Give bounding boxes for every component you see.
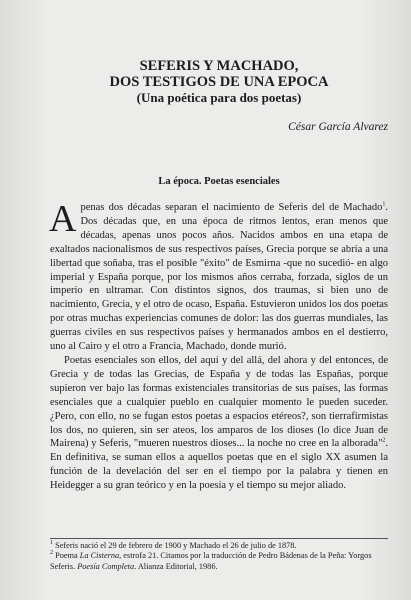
footnote-2-book: Poesía Completa bbox=[77, 561, 135, 571]
author-name: César García Alvarez bbox=[288, 121, 388, 133]
paragraph-2-text-a: Poetas esenciales son ellos, del aquí y del allá, del ahora y del entonces, de Grecia y de todas las Grecias, de España y de todas las Españas, porque supieron ver bajo las formas existenciales transitorias de sus países, las formas esenciales que a cualquier pueblo en cualquier momento le pueden suceder. ¿Pero, con ello, no se fugan estos poetas a espacios etéreos?, son tierrafirmistas los dos, no quieren, sin ser ateos, los amparos de los dioses (lo dice Juan de Mairena) y Seferis, "mueren nuestros dioses... la noche no cree en la alborada" bbox=[50, 354, 388, 450]
drop-cap: A bbox=[49, 198, 77, 240]
article-title-line1: SEFERIS Y MACHADO, bbox=[139, 58, 299, 74]
footnote-1 bbox=[50, 541, 388, 551]
article-body bbox=[49, 198, 388, 493]
article-title-line2: DOS TESTIGOS DE UNA EPOCA bbox=[109, 74, 329, 90]
footnote-2 bbox=[50, 551, 388, 572]
paragraph-1-text-a: penas dos décadas separan el nacimiento de Seferis del de Machado bbox=[80, 202, 383, 213]
section-heading: La época. Poetas esenciales bbox=[158, 176, 280, 187]
paragraph-2 bbox=[50, 354, 388, 493]
footnote-1-text: Seferis nació el 29 de febrero de 1900 y Machado el 26 de julio de 1878. bbox=[53, 541, 297, 550]
paragraph-1-text-b: . Dos décadas que, en una época de ritmos lentos, eran menos que décadas, apenas unos pocos años. Nacidos ambos en una etapa de exaltados nacionalismos de sus respectivos países, Grecia porque se abría a una libertad que soñaba, tras el posible "éxito" de Esmirna -que no sucedió- en algo imperial y España porque, por los mismos años cerraba, forzada, siglos de un imperio en ultramar. Con distintos signos, dos traumas, si bien uno de nacimiento, Grecia, y el otro de ocaso, España. Estuvieron unidos los dos poetas por otras muchas experiencias comunes de dolor: las dos guerras mundiales, las guerras civiles en sus respectivos países y hermanados ambos en el destierro, uno al Cairo y el otro a Francia, Machado, donde murió. bbox=[50, 202, 388, 353]
footnote-2-text-c: . Alianza Editorial, 1986. bbox=[134, 561, 218, 571]
article bbox=[50, 58, 388, 493]
article-subtitle: (Una poética para dos poetas) bbox=[136, 90, 302, 105]
footnote-2-mark: 2 bbox=[50, 550, 53, 557]
footnote-ref-2: 2 bbox=[382, 437, 386, 444]
footnote-2-text-a: Poema bbox=[53, 551, 80, 561]
footnote-2-title: La Cisterna bbox=[79, 551, 120, 561]
paragraph-1 bbox=[49, 198, 388, 354]
footnote-ref-1: 1 bbox=[382, 201, 386, 208]
footnote-2-text-b: , estrofa 21. Citamos por la traducción de Pedro Bádenas de la Peña: Yorgos Seferis. bbox=[50, 551, 372, 571]
paragraph-2-text-b: . En definitiva, se suman ellos a aquellos poetas que en el siglo XX asumen la función de la develación del ser en el tiempo por la palabra y tienen en Heidegger a su gran teórico y en la poesía y el tiempo su mejor aliado. bbox=[50, 438, 388, 492]
footnotes bbox=[50, 538, 388, 572]
footnote-1-mark: 1 bbox=[50, 540, 53, 547]
